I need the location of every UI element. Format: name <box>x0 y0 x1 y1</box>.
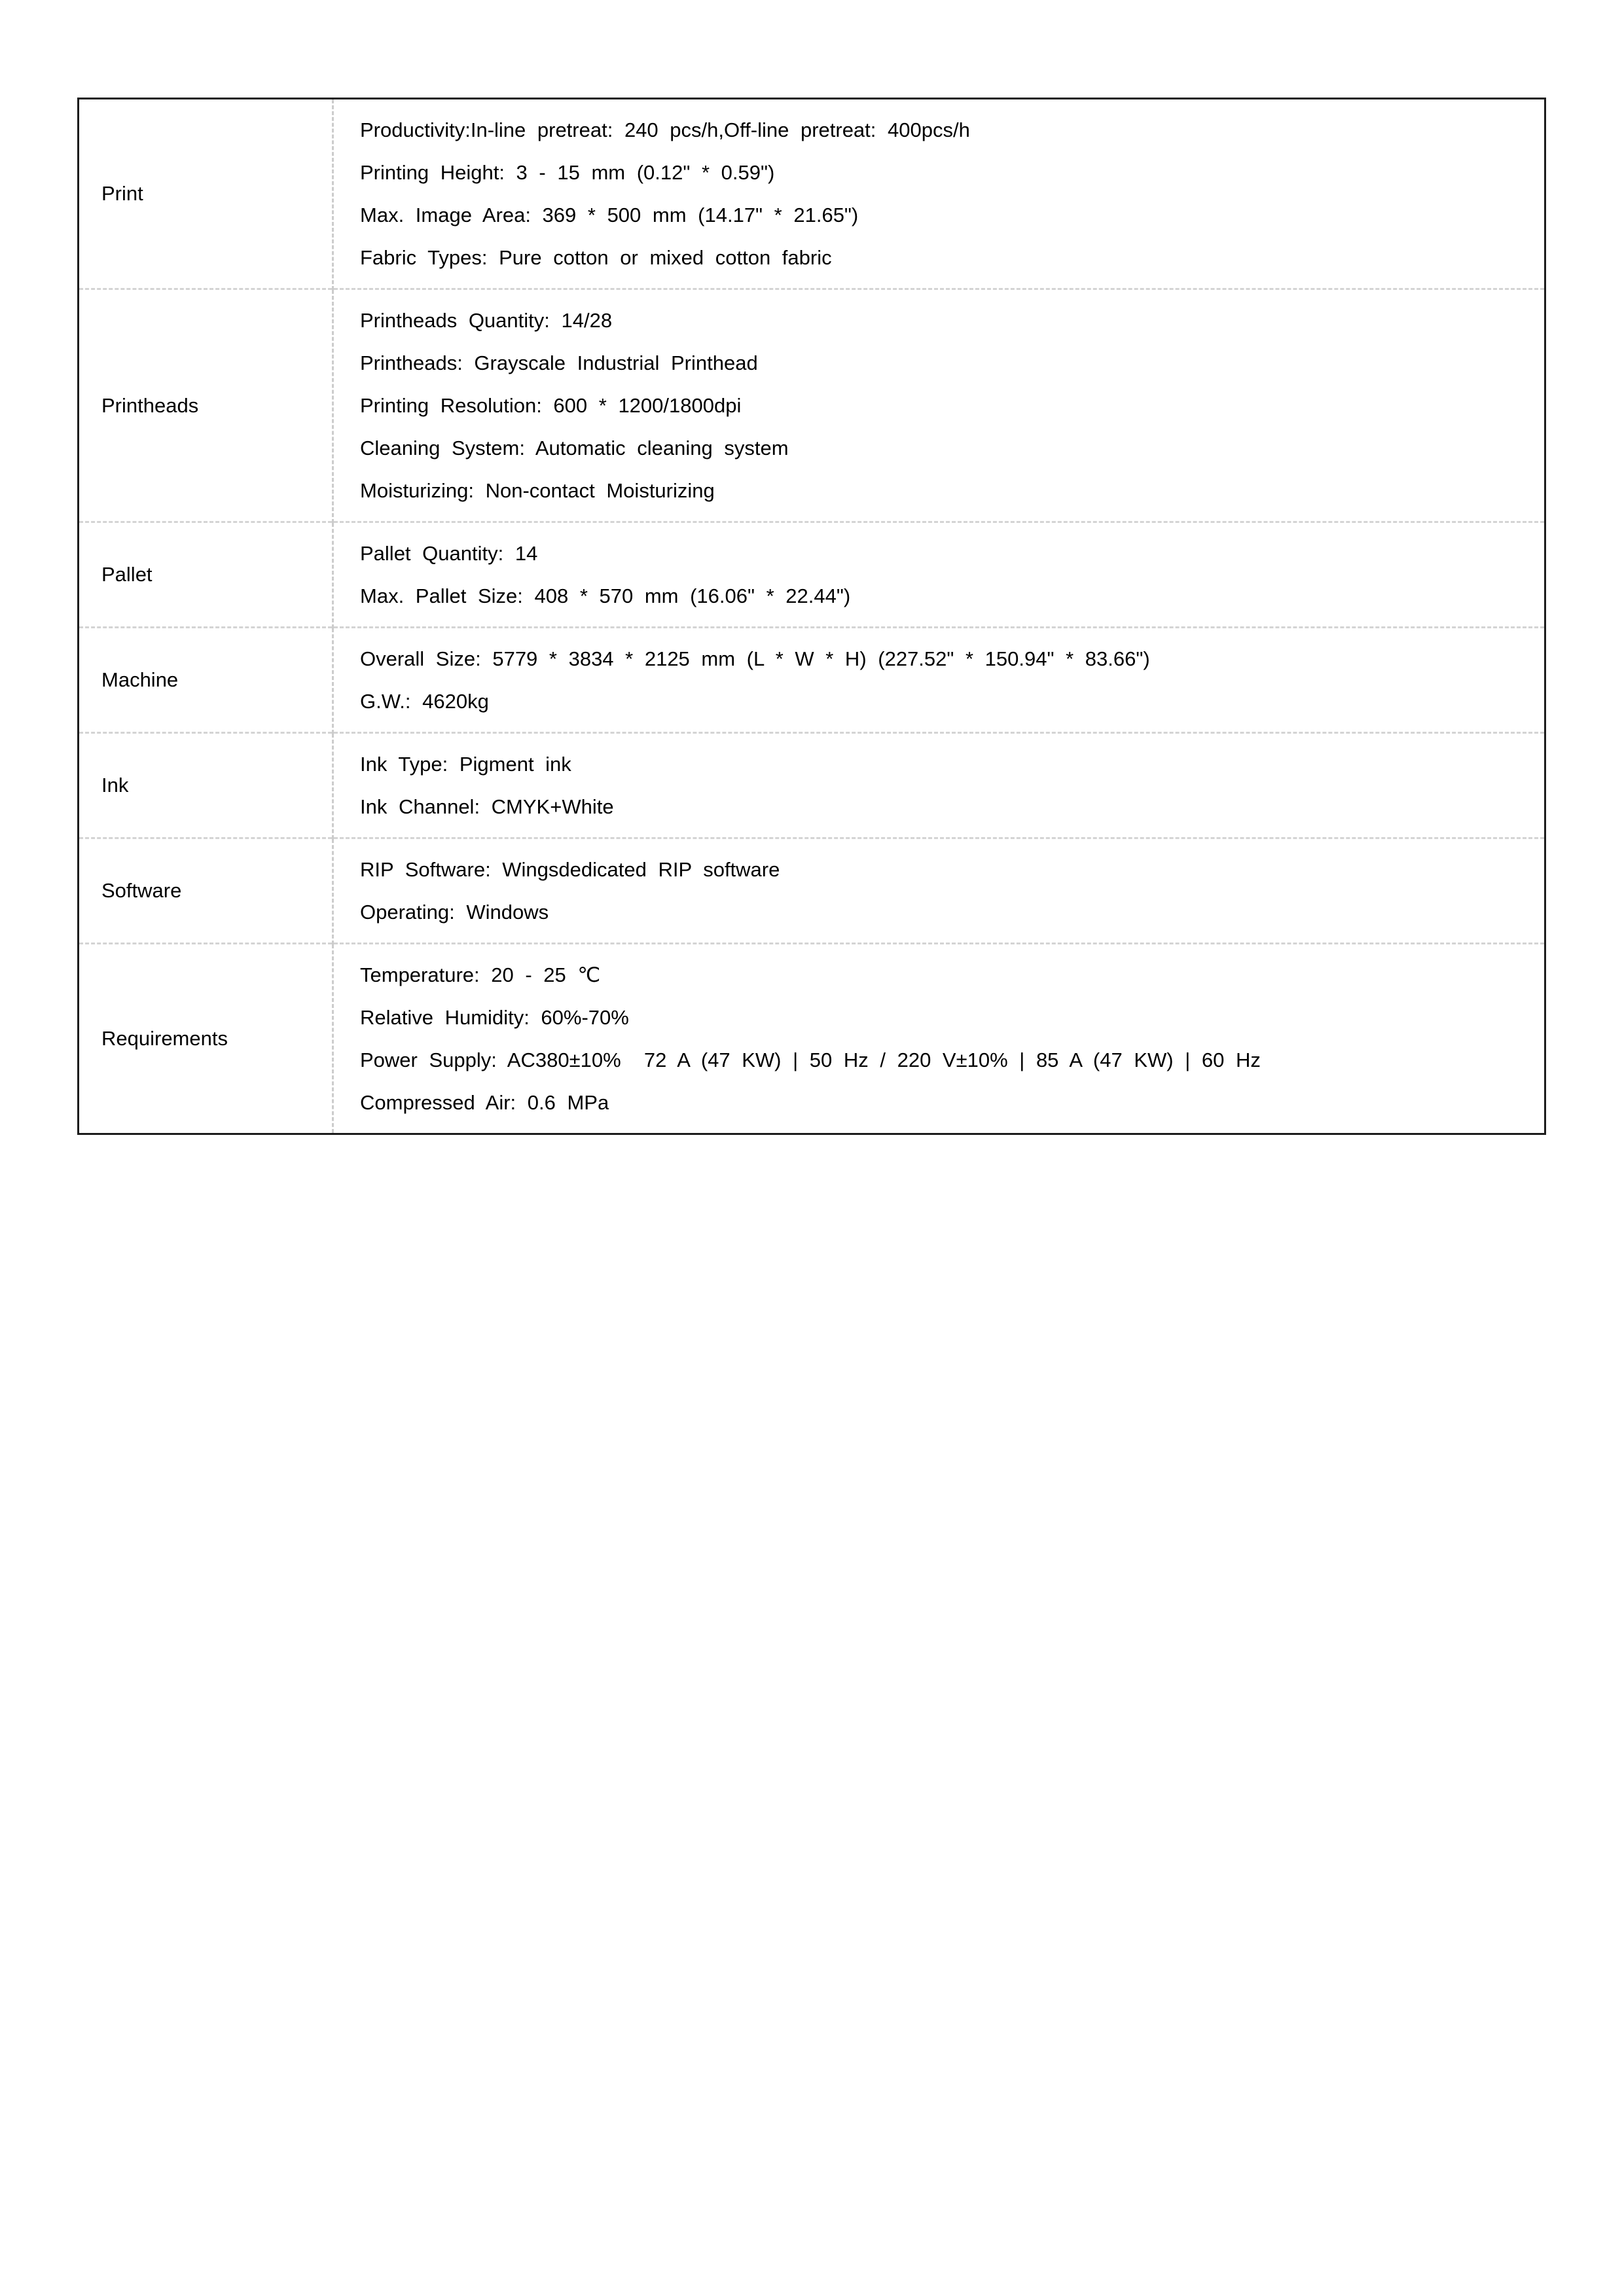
table-row <box>79 289 1545 522</box>
spec-line: G.W.: 4620kg <box>360 690 489 713</box>
spec-line: Cleaning System: Automatic cleaning system <box>360 437 789 459</box>
row-label: Pallet <box>79 522 333 628</box>
spec-line: Max. Pallet Size: 408 * 570 mm (16.06" * 22.44") <box>360 584 851 607</box>
table-row <box>79 99 1545 289</box>
spec-line: RIP Software: Wingsdedicated RIP software <box>360 858 780 881</box>
spec-line: Printheads Quantity: 14/28 <box>360 309 613 332</box>
spec-line: Compressed Air: 0.6 MPa <box>360 1091 609 1114</box>
spec-line: Ink Type: Pigment ink <box>360 753 571 776</box>
table-row <box>79 838 1545 944</box>
row-content <box>333 99 1545 289</box>
table-row <box>79 628 1545 733</box>
row-content <box>333 289 1545 522</box>
table-row <box>79 944 1545 1134</box>
row-content <box>333 944 1545 1134</box>
row-content <box>333 733 1545 838</box>
table-row <box>79 733 1545 838</box>
row-label: Print <box>79 99 333 289</box>
spec-line: Moisturizing: Non-contact Moisturizing <box>360 479 715 502</box>
row-label: Requirements <box>79 944 333 1134</box>
row-content <box>333 838 1545 944</box>
row-content <box>333 522 1545 628</box>
spec-line: Ink Channel: CMYK+White <box>360 795 614 818</box>
spec-line: Productivity:In-line pretreat: 240 pcs/h,Off-line pretreat: 400pcs/h <box>360 118 970 141</box>
spec-line: Max. Image Area: 369 * 500 mm (14.17" * 21.65") <box>360 204 859 226</box>
row-label: Printheads <box>79 289 333 522</box>
row-label: Machine <box>79 628 333 733</box>
spec-line: Operating: Windows <box>360 901 549 924</box>
row-content <box>333 628 1545 733</box>
spec-line: Overall Size: 5779 * 3834 * 2125 mm (L * W * H) (227.52" * 150.94" * 83.66") <box>360 647 1150 670</box>
table-row <box>79 522 1545 628</box>
spec-line: Printheads: Grayscale Industrial Printhead <box>360 351 758 374</box>
spec-line: Fabric Types: Pure cotton or mixed cotton fabric <box>360 246 832 269</box>
spec-line: Temperature: 20 - 25 ℃ <box>360 963 601 986</box>
spec-table <box>77 98 1546 1135</box>
spec-line: Power Supply: AC380±10% 72 A (47 KW) | 50 Hz / 220 V±10% | 85 A (47 KW) | 60 Hz <box>360 1049 1261 1071</box>
row-label: Ink <box>79 733 333 838</box>
spec-line: Printing Height: 3 - 15 mm (0.12" * 0.59") <box>360 161 775 184</box>
spec-line: Relative Humidity: 60%-70% <box>360 1006 629 1029</box>
spec-line: Printing Resolution: 600 * 1200/1800dpi <box>360 394 742 417</box>
spec-line: Pallet Quantity: 14 <box>360 542 538 565</box>
row-label: Software <box>79 838 333 944</box>
